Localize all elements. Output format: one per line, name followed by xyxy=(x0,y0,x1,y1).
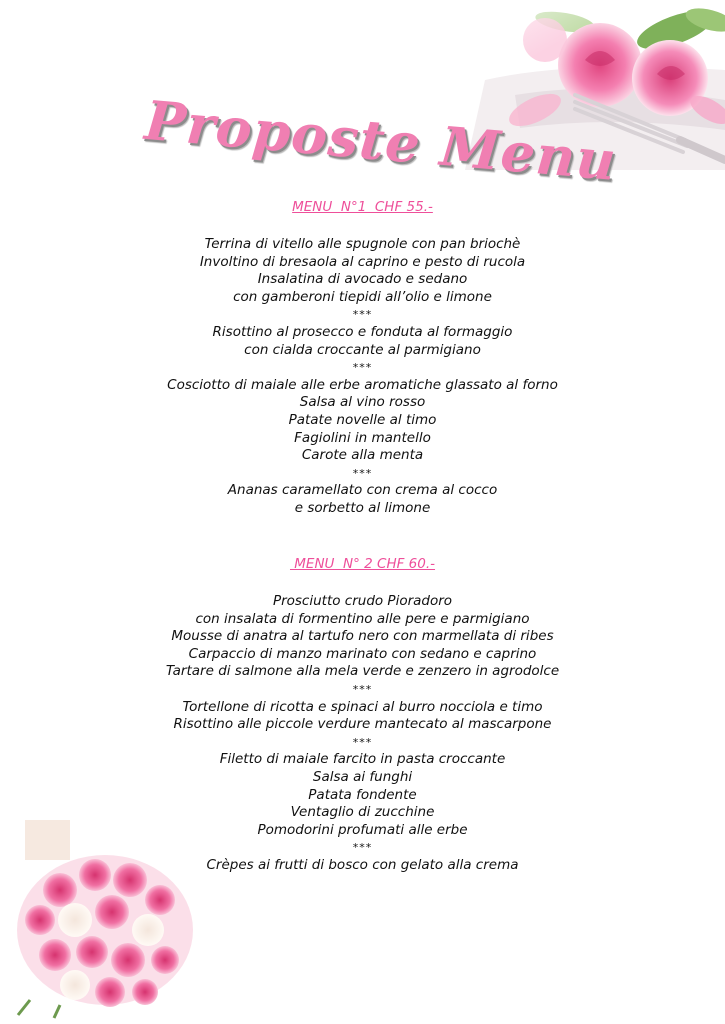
rose-bouquet-image xyxy=(0,820,200,1020)
menu2-heading xyxy=(0,553,725,572)
menu2-separator: *** xyxy=(352,735,373,749)
menu2-line: Carpaccio di manzo marinato con sedano e caprino xyxy=(188,645,537,662)
menu1-dishes xyxy=(0,236,725,518)
menu1-separator: *** xyxy=(352,466,373,480)
rose-bouquet-illustration xyxy=(0,820,200,1020)
menu1-line: Terrina di vitello alle spugnole con pan briochè xyxy=(204,236,521,252)
menu2-line: Filetto di maiale farcito in pasta croccante xyxy=(219,751,506,768)
menu1-line: con gamberoni tiepidi all’olio e limone xyxy=(233,288,492,305)
menu1-line: Salsa al vino rosso xyxy=(299,394,426,411)
menu2-line: Patata fondente xyxy=(308,786,417,803)
menu2-line: Risottino alle piccole verdure mantecato al mascarpone xyxy=(173,716,552,733)
menu1-separator: *** xyxy=(352,308,373,322)
menu2-line: Ventaglio di zucchine xyxy=(290,804,435,821)
menu1-line: Insalatina di avocado e sedano xyxy=(257,271,468,288)
menu2-line: Crèpes ai frutti di bosco con gelato alla crema xyxy=(206,856,519,873)
menu1-separator: *** xyxy=(352,361,373,375)
menu2-line: Pomodorini profumati alle erbe xyxy=(257,821,468,838)
menu1-line: Fagiolini in mantello xyxy=(294,429,431,446)
menu2-separator: *** xyxy=(352,841,373,855)
menu1-line: Cosciotto di maiale alle erbe aromatiche glassato al forno xyxy=(167,376,558,393)
menu2-line: con insalata di formentino alle pere e parmigiano xyxy=(195,610,530,627)
page-title xyxy=(142,88,620,193)
menu1-line: e sorbetto al limone xyxy=(294,499,431,516)
menu1-line: Carote alla menta xyxy=(301,447,424,464)
menu1-heading-text: MENU N°1 CHF 55.- xyxy=(292,199,433,215)
menu1-line: Ananas caramellato con crema al cocco xyxy=(227,482,498,499)
menu2-line: Tortellone di ricotta e spinaci al burro nocciola e timo xyxy=(182,698,543,715)
menu2-line: Tartare di salmone alla mela verde e zenzero in agrodolce xyxy=(165,663,560,680)
title-text: Proposte Menu xyxy=(142,88,620,193)
menu1-line: con cialda croccante al parmigiano xyxy=(244,341,481,358)
menu2-line: Salsa ai funghi xyxy=(312,768,413,785)
menu2-line: Prosciutto crudo Pioradoro xyxy=(272,593,453,609)
menu1-line: Patate novelle al timo xyxy=(288,411,437,428)
menu1-line: Involtino di bresaola al caprino e pesto di rucola xyxy=(199,253,526,270)
menu1-line: Risottino al prosecco e fonduta al formaggio xyxy=(212,323,513,340)
menu2-separator: *** xyxy=(352,682,373,696)
menu1-heading xyxy=(0,196,725,215)
menu2-line: Mousse di anatra al tartufo nero con marmellata di ribes xyxy=(171,628,554,645)
menu2-heading-text: MENU N° 2 CHF 60.- xyxy=(289,556,436,572)
